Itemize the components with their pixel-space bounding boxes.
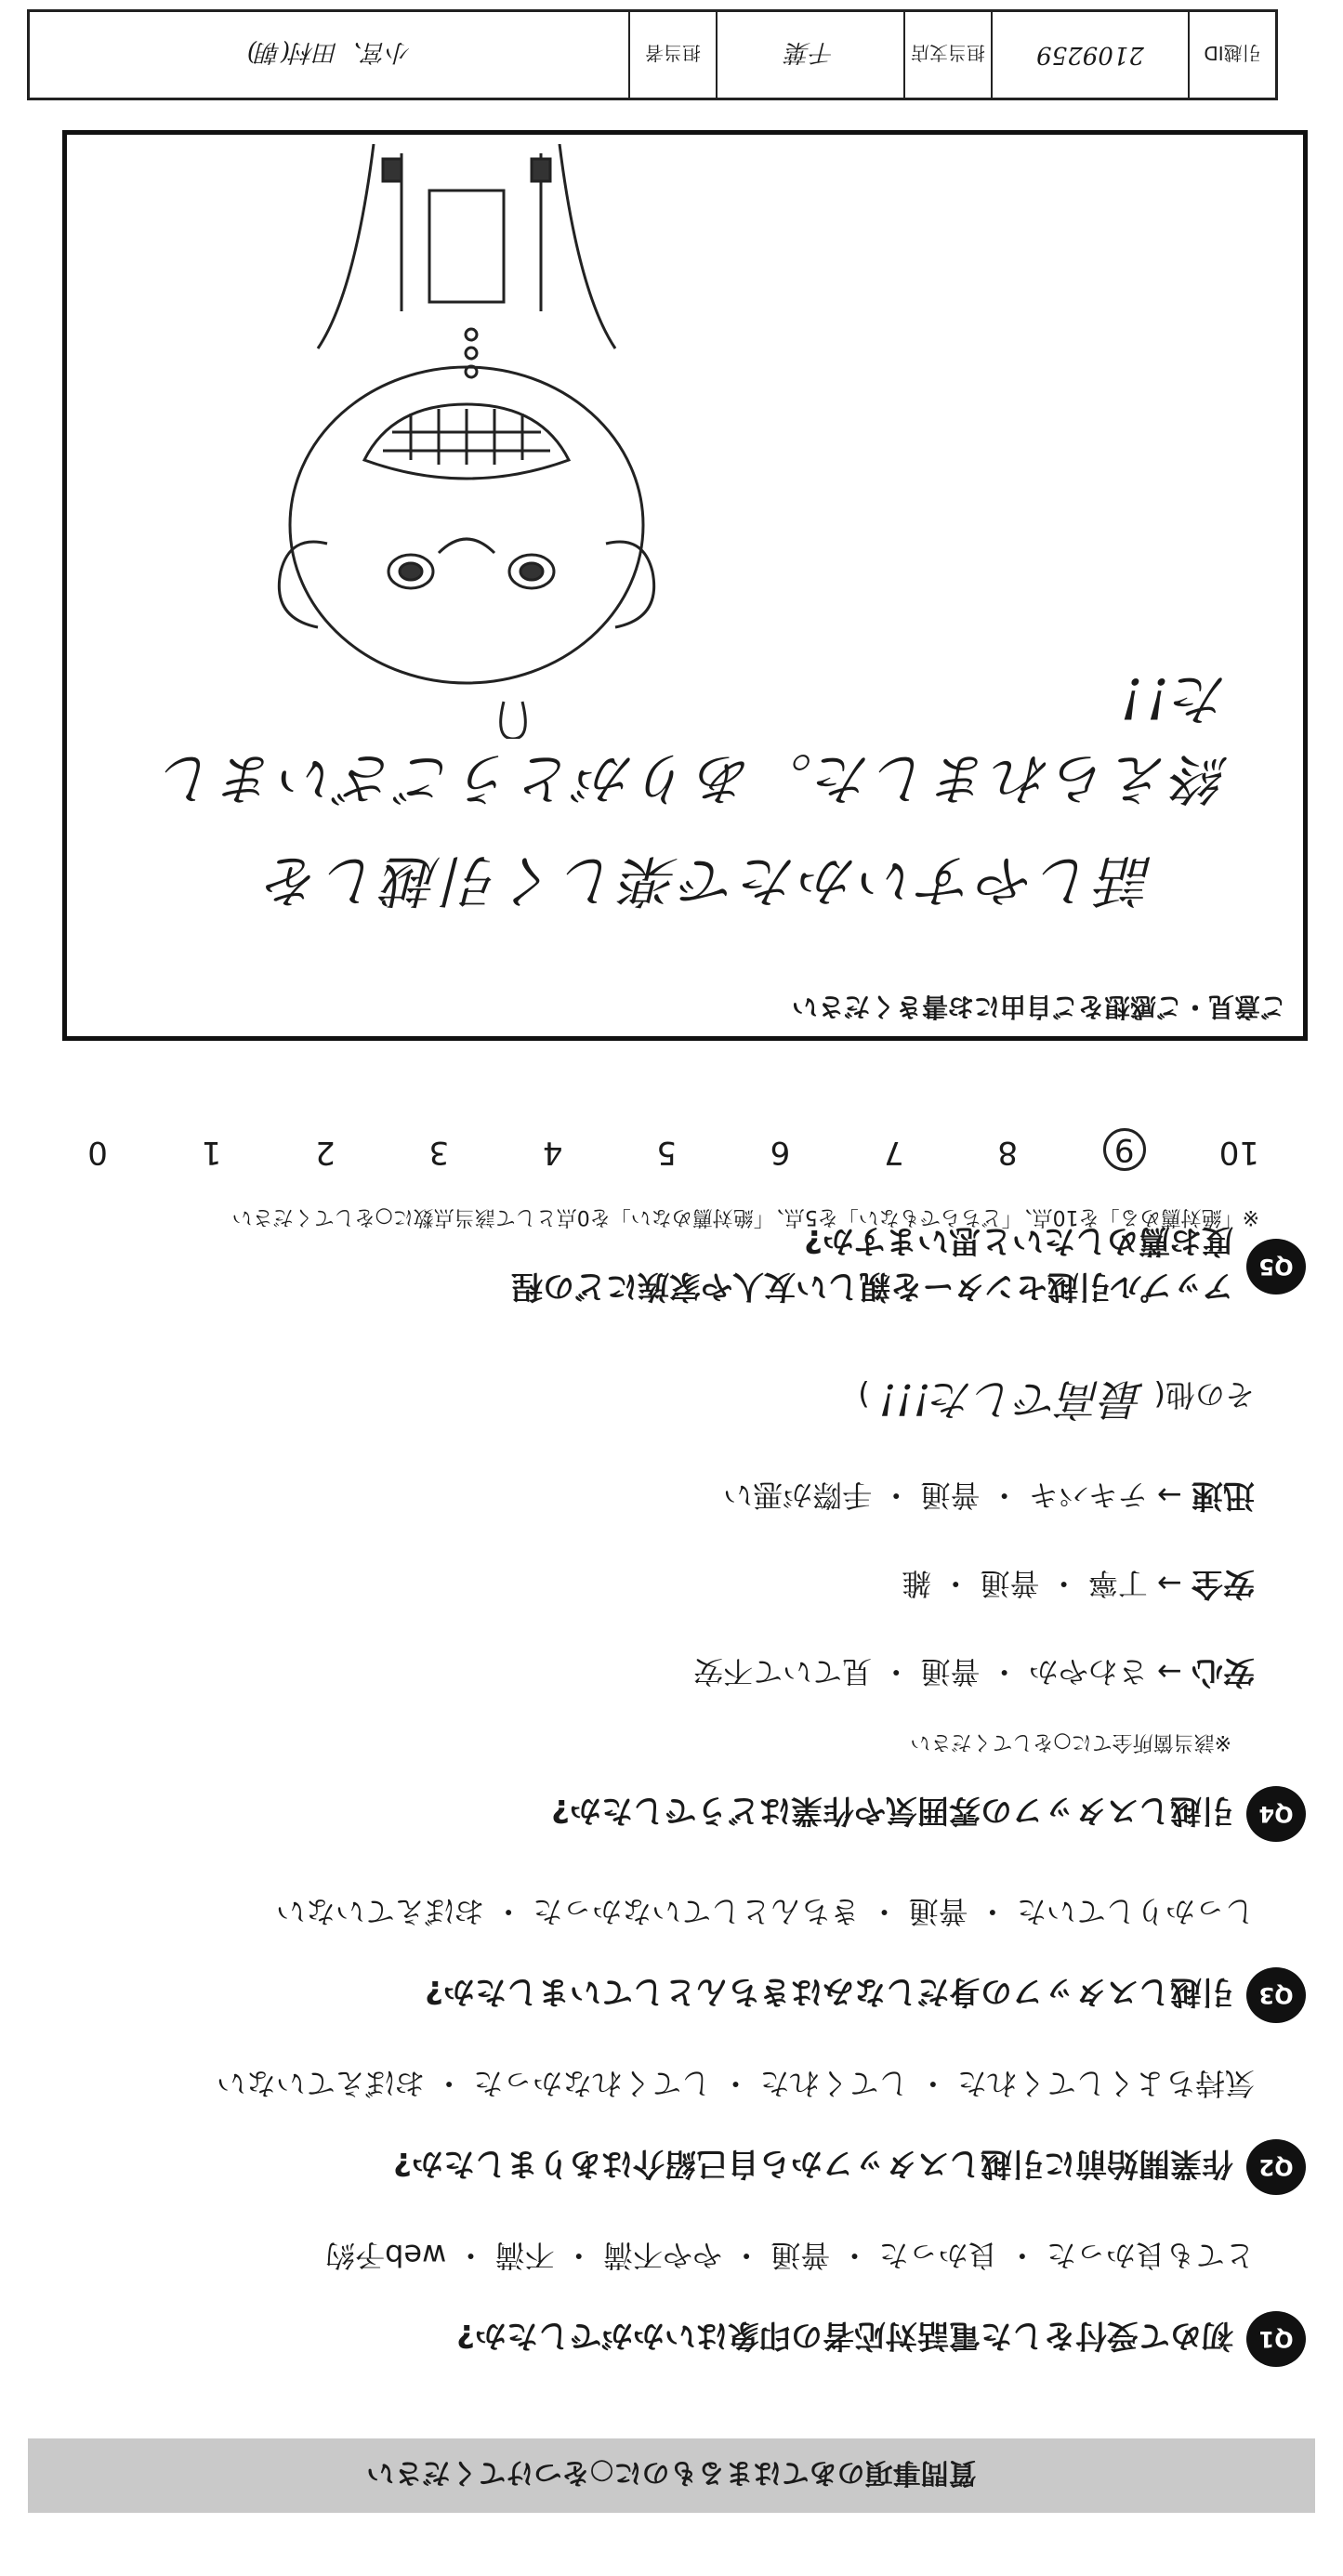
branch-value: 千葉: [716, 12, 903, 98]
q4-other-label: その他(: [1153, 1377, 1255, 1413]
q3-badge: Q3: [1246, 1967, 1306, 2023]
q3-heading: [425, 1967, 1306, 2023]
comment-box-title: ご意見・ご感想をご自由にお書きください: [791, 992, 1286, 1022]
instruction-banner: 質問事項のあてはまるものに○をつけてください: [28, 2438, 1315, 2513]
q4-row-safety: 安全 → 丁寧 ・ 普通 ・ 雑: [902, 1565, 1255, 1602]
q5-badge: Q5: [1246, 1239, 1306, 1295]
scale-4[interactable]: 4: [542, 1134, 563, 1171]
q4-other-close: ): [858, 1377, 870, 1413]
q1-badge: Q1: [1246, 2311, 1306, 2367]
inquiry-id-label: 引越ID: [1188, 12, 1275, 98]
q1-options[interactable]: とても良かった ・ 良かった ・ 普通 ・ やや不満 ・ 不満 ・ web予約: [325, 2238, 1255, 2273]
q3-question: 引越しスタッフの身だしなみはきちんとしていましたか?: [425, 1973, 1233, 2011]
q2-question: 作業開始前に引越しスタッフから自己紹介はありましたか?: [393, 2145, 1233, 2183]
character-doodle-icon: [262, 144, 671, 739]
q4-speed-opt1[interactable]: テキパキ: [1028, 1478, 1148, 1513]
scale-9[interactable]: 9: [1103, 1128, 1146, 1171]
staff-value: 小宮、田村(朝): [246, 38, 412, 67]
q4-speed-opt2[interactable]: 普通: [920, 1478, 981, 1513]
q5-question: アップル引越センターを親しい友人や家族にどの程度お薦めしたいと思いますか?: [511, 1222, 1233, 1305]
recommend-scale: [79, 1128, 1259, 1171]
inquiry-id-value: 2109259: [991, 12, 1188, 98]
scale-7[interactable]: 7: [884, 1134, 904, 1171]
comment-box: [62, 130, 1308, 1041]
q5-note: ※「絶対薦める」を10点、「どちらでもない」を5点、「絶対薦めない」を0点として該当点数に○をしてください: [231, 1205, 1259, 1229]
q4-safety-opt1[interactable]: 丁寧: [1087, 1566, 1148, 1601]
q1-heading: [456, 2311, 1306, 2367]
q4-relief-opt1[interactable]: さわやか: [1028, 1654, 1148, 1689]
comment-line-2: 終えられました。ありがとうございました!!: [158, 665, 1229, 810]
q4-heading: [551, 1786, 1306, 1842]
scale-3[interactable]: 3: [428, 1134, 450, 1171]
scale-2[interactable]: 2: [315, 1134, 336, 1171]
branch-label: 担当支店: [903, 12, 991, 98]
q4-other-value: 最高でした!!!: [878, 1374, 1145, 1425]
q4-other-row: [858, 1372, 1255, 1433]
q4-safety-opt2[interactable]: 普通: [980, 1566, 1040, 1601]
q4-speed-opt3[interactable]: 手際が悪い: [723, 1478, 873, 1513]
q2-badge: Q2: [1246, 2139, 1306, 2195]
q4-relief-opt3[interactable]: 見ていて不安: [693, 1654, 873, 1689]
q4-row-speed-label: 迅速: [1192, 1477, 1255, 1514]
scale-5[interactable]: 5: [656, 1134, 677, 1171]
q4-note: ※該当箇所全てに○をしてください: [910, 1730, 1231, 1754]
comment-line-1: 話しやすいかたで楽しく引越しを: [262, 848, 1154, 913]
q4-row-relief: 安心 → さわやか ・ 普通 ・ 見ていて不安: [693, 1653, 1255, 1690]
q4-row-relief-label: 安心: [1192, 1653, 1255, 1690]
scale-6[interactable]: 6: [770, 1134, 791, 1171]
staff-label: 担当者: [628, 12, 716, 98]
q4-badge: Q4: [1246, 1786, 1306, 1842]
q3-options[interactable]: しっかりしていた ・ 普通 ・ きちんとしていなかった ・ おぼえていない: [275, 1894, 1255, 1929]
q4-question: 引越しスタッフの雰囲気や作業はどうでしたか?: [551, 1792, 1233, 1830]
q5-heading: [490, 1221, 1306, 1312]
scale-8[interactable]: 8: [997, 1134, 1019, 1171]
header-table: [27, 9, 1278, 100]
q4-row-safety-label: 安全: [1192, 1565, 1255, 1602]
q4-safety-opt3[interactable]: 雑: [902, 1566, 932, 1601]
scale-0[interactable]: 0: [87, 1134, 108, 1171]
q2-heading: [393, 2139, 1306, 2195]
q1-question: 初めて受付をした電話対応者の印象はいかがでしたか?: [456, 2317, 1233, 2355]
q2-options[interactable]: 気持ちよくしてくれた ・ してくれた ・ してくれなかった ・ おぼえていない: [216, 2066, 1255, 2101]
scale-1[interactable]: 1: [201, 1134, 222, 1171]
q4-relief-opt2[interactable]: 普通: [920, 1654, 981, 1689]
q4-row-speed: 迅速 → テキパキ ・ 普通 ・ 手際が悪い: [723, 1477, 1255, 1514]
scale-10[interactable]: 10: [1218, 1134, 1259, 1171]
